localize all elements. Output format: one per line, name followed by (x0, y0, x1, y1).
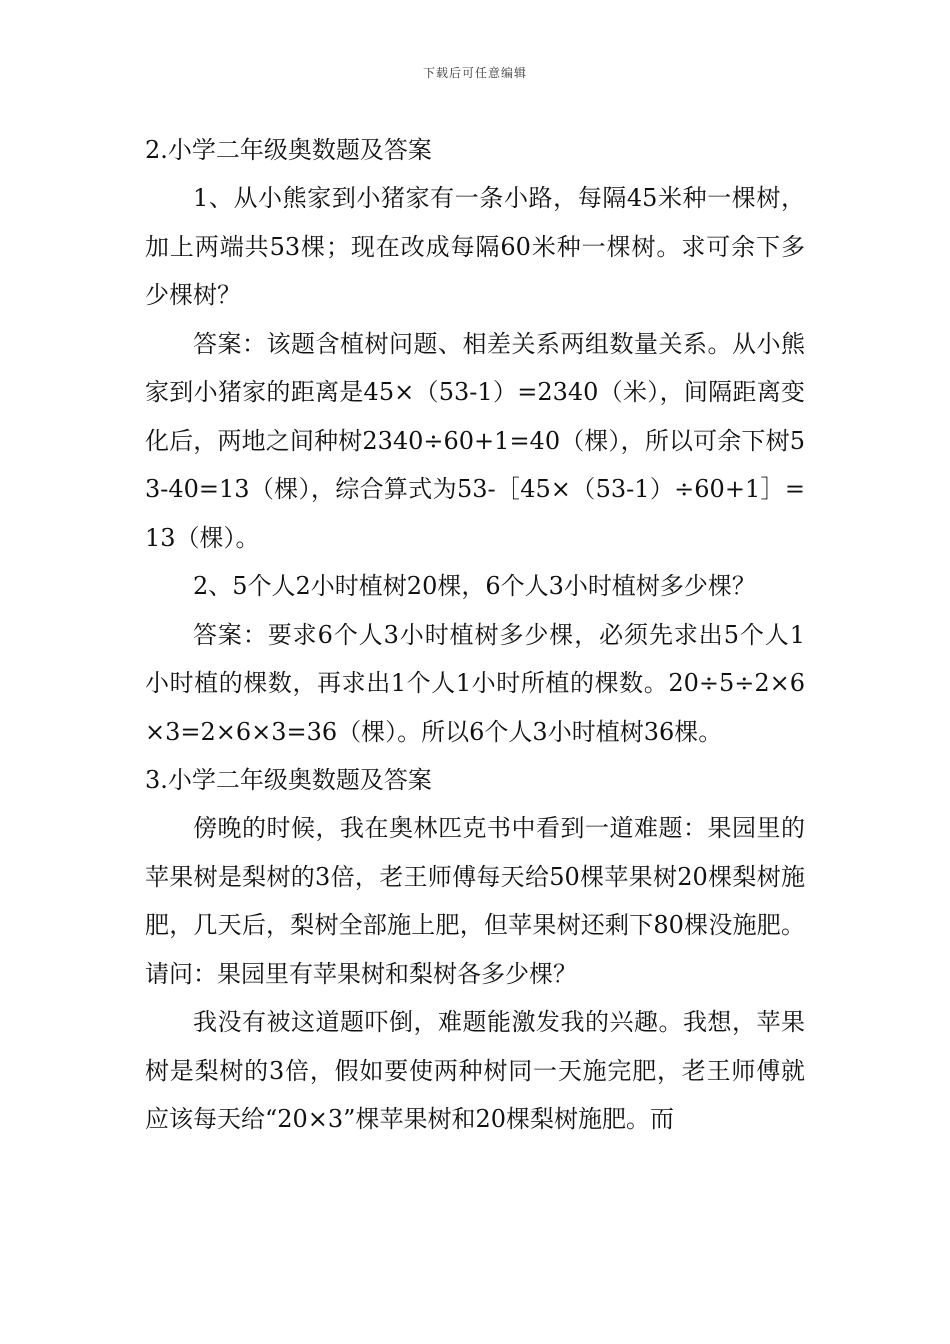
document-body (145, 126, 805, 1144)
story-paragraph: 我没有被这道题吓倒，难题能激发我的兴趣。我想，苹果树是梨树的3倍，假如要使两种树同一天施完肥，老王师傅就应该每天给“20×3”棵苹果树和20棵梨树施肥。而 (145, 1008, 805, 1133)
section-3 (145, 756, 805, 1144)
page-header: 下载后可任意编辑 (422, 66, 527, 80)
answer-1: 答案：该题含植树问题、相差关系两组数量关系。从小熊家到小猪家的距离是45×（53-1）=2340（米），间隔距离变化后，两地之间种树2340÷60+1=40（棵），所以可余下树53-40=13（棵），综合算式为53-［45×（53-1）÷60+1］=13（棵）。 (145, 329, 805, 552)
question-1: 1、从小熊家到小猪家有一条小路，每隔45米种一棵树，加上两端共53棵；现在改成每隔60米种一棵树。求可余下多少棵树？ (145, 184, 805, 309)
question-2: 2、5个人2小时植树20棵，6个人3小时植树多少棵？ (193, 572, 756, 600)
section-2 (145, 126, 805, 756)
section-heading: 3.小学二年级奥数题及答案 (145, 766, 432, 794)
story-paragraph: 傍晚的时候，我在奥林匹克书中看到一道难题：果园里的苹果树是梨树的3倍，老王师傅每天给50棵苹果树20棵梨树施肥，几天后，梨树全部施上肥，但苹果树还剩下80棵没施肥。请问：果园里有苹果树和梨树各多少棵？ (145, 814, 805, 988)
section-heading: 2.小学二年级奥数题及答案 (145, 136, 432, 164)
answer-2: 答案：要求6个人3小时植树多少棵，必须先求出5个人1小时植的棵数，再求出1个人1小时所植的棵数。20÷5÷2×6×3=2×6×3=36（棵）。所以6个人3小时植树36棵。 (145, 620, 805, 746)
